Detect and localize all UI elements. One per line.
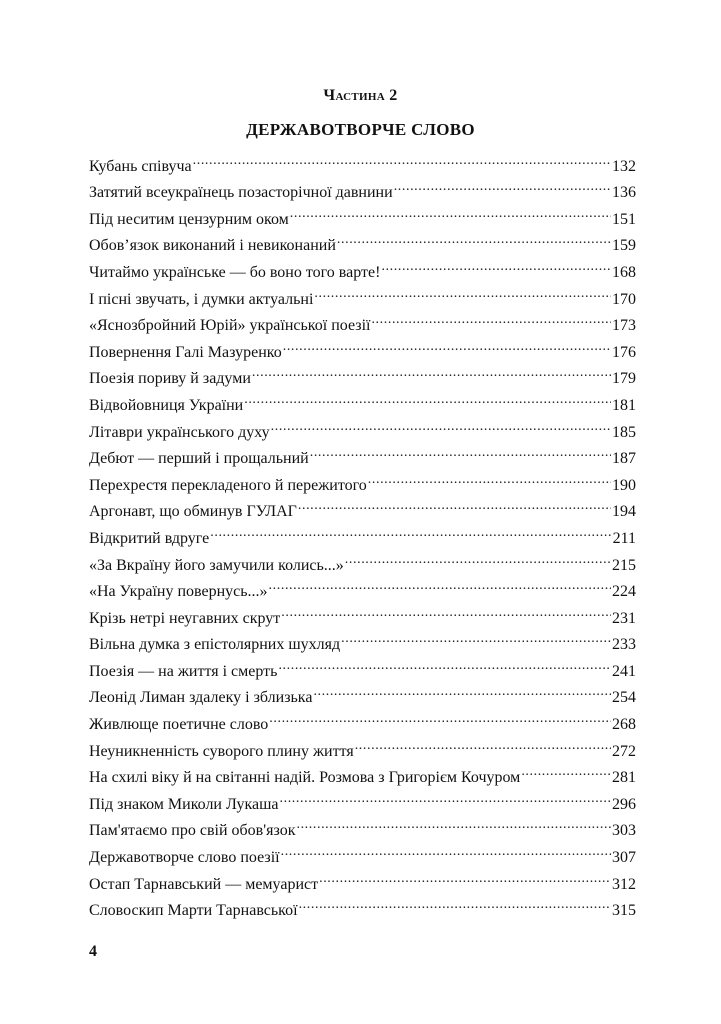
toc-entry: [89, 144, 636, 175]
dot-leader: [394, 171, 611, 198]
toc-entry-page: 254: [612, 689, 636, 707]
dot-leader: [337, 224, 611, 251]
toc-entry-page: 215: [612, 556, 636, 574]
toc-entry-page: 281: [612, 769, 636, 787]
dot-leader: [355, 729, 611, 756]
toc-entry-title: Поезія пориву й задуми: [89, 370, 251, 388]
toc-entry-title: Обов’язок виконаний і невиконаний: [89, 237, 336, 255]
toc-entry-page: 132: [612, 157, 636, 175]
toc-entry-page: 179: [612, 370, 636, 388]
dot-leader: [281, 596, 611, 623]
toc-entry-title: Під знаком Миколи Лукаша: [89, 795, 279, 813]
toc-entry-title: Остап Тарнавський — мемуарист: [89, 875, 319, 893]
toc-entry-page: 181: [612, 396, 636, 414]
toc-entry-title: Живлюще поетичне слово: [89, 716, 269, 734]
toc-entry-title: Поезія — на життя і смерть: [89, 662, 278, 680]
dot-leader: [521, 756, 611, 783]
toc-entry-title: «На Україну повернусь...»: [89, 583, 268, 601]
table-of-contents: [89, 144, 636, 920]
toc-entry-title: Читаймо українське — бо воно того варте!: [89, 263, 381, 281]
dot-leader: [283, 330, 611, 357]
toc-entry-title: Державотворче слово поезії: [89, 849, 280, 867]
toc-entry-title: Вільна думка з епістолярних шухляд: [89, 636, 341, 654]
toc-entry-page: 170: [612, 290, 636, 308]
part-label: Частина 2: [323, 87, 398, 104]
dot-leader: [313, 676, 611, 703]
toc-entry-title: Неуникненність суворого плину життя: [89, 742, 354, 760]
dot-leader: [269, 702, 611, 729]
section-title: ДЕРЖАВОТВОРЧЕ СЛОВО: [246, 120, 475, 139]
toc-entry-title: «За Вкраїну його замучили колись...»: [89, 556, 344, 574]
toc-entry-page: 159: [612, 237, 636, 255]
toc-entry-title: Кубань співуча: [89, 157, 192, 175]
dot-leader: [319, 862, 611, 889]
toc-entry-title: «Яснозбройний Юрій» української поезії: [89, 317, 371, 335]
toc-entry-page: 176: [612, 343, 636, 361]
toc-entry-title: Повернення Галі Мазуренко: [89, 343, 282, 361]
dot-leader: [278, 649, 611, 676]
toc-entry-title: Під неситим цензурним оком: [89, 210, 289, 228]
toc-entry-page: 211: [612, 529, 636, 547]
toc-entry-page: 312: [612, 875, 636, 893]
toc-entry-page: 303: [612, 822, 636, 840]
dot-leader: [298, 490, 611, 517]
toc-entry-title: Відкритий вдруге: [89, 529, 210, 547]
dot-leader: [299, 889, 611, 916]
toc-entry-page: 224: [612, 583, 636, 601]
dot-leader: [345, 543, 611, 570]
toc-entry-page: 151: [612, 210, 636, 228]
dot-leader: [314, 277, 611, 304]
dot-leader: [252, 357, 611, 384]
dot-leader: [281, 835, 611, 862]
toc-entry-title: Словоскип Марти Тарнавської: [89, 902, 298, 920]
toc-entry-page: 233: [612, 636, 636, 654]
dot-leader: [341, 623, 611, 650]
dot-leader: [296, 809, 611, 836]
dot-leader: [310, 437, 611, 464]
dot-leader: [290, 197, 611, 224]
dot-leader: [210, 516, 611, 543]
dot-leader: [244, 383, 611, 410]
toc-entry-title: На схилі віку й на світанні надій. Розмова з Григорієм Кочуром: [89, 769, 521, 787]
toc-entry-title: Пам'ятаємо про свій обов'язок: [89, 822, 296, 840]
toc-entry-page: 187: [612, 450, 636, 468]
dot-leader: [271, 410, 611, 437]
toc-entry-page: 194: [612, 503, 636, 521]
toc-entry-page: 272: [612, 742, 636, 760]
toc-entry-page: 231: [612, 609, 636, 627]
toc-entry-title: І пісні звучать, і думки актуальні: [89, 290, 314, 308]
toc-entry-page: 136: [612, 184, 636, 202]
dot-leader: [280, 782, 612, 809]
toc-entry-title: Леонід Лиман здалеку і зблизька: [89, 689, 313, 707]
toc-entry-page: 185: [612, 423, 636, 441]
dot-leader: [269, 570, 611, 597]
dot-leader: [371, 304, 611, 331]
toc-entry-page: 168: [612, 263, 636, 281]
dot-leader: [381, 250, 611, 277]
toc-entry-page: 241: [612, 662, 636, 680]
toc-entry-title: Відвойовниця України: [89, 396, 244, 414]
toc-entry-page: 173: [612, 317, 636, 335]
page-number: 4: [89, 943, 97, 960]
toc-entry-page: 315: [612, 902, 636, 920]
toc-entry-title: Дебют — перший і прощальний: [89, 450, 309, 468]
toc-entry-title: Перехрестя перекладеного й пережитого: [89, 476, 367, 494]
toc-entry-title: Крізь нетрі неугавних скрут: [89, 609, 281, 627]
toc-entry-page: 190: [612, 476, 636, 494]
toc-entry-title: Літаври українського духу: [89, 423, 270, 441]
dot-leader: [368, 463, 611, 490]
toc-entry-page: 296: [612, 795, 636, 813]
toc-entry-page: 307: [612, 849, 636, 867]
dot-leader: [193, 144, 611, 171]
toc-entry-title: Аргонавт, що обминув ГУЛАГ: [89, 503, 297, 521]
toc-entry-title: Затятий всеукраїнець позасторічної давнини: [89, 184, 393, 202]
toc-entry-page: 268: [612, 716, 636, 734]
